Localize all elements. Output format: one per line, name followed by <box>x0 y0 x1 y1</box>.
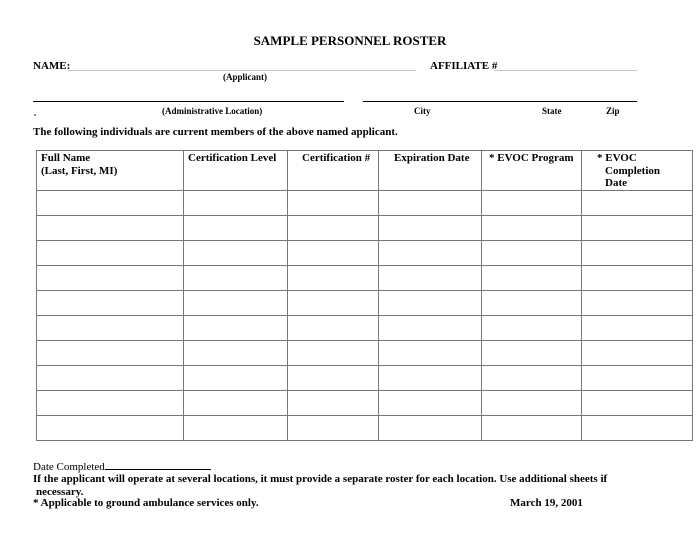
col-header-evoc-program: * EVOC Program <box>482 151 582 191</box>
cell-certification-number[interactable] <box>288 415 379 440</box>
table-row <box>37 215 693 240</box>
applicant-caption: (Applicant) <box>223 72 268 82</box>
cell-evoc-completion-date[interactable] <box>582 190 693 215</box>
cell-full-name[interactable] <box>37 340 184 365</box>
page-title: SAMPLE PERSONNEL ROSTER <box>253 33 447 48</box>
header-row <box>37 151 693 191</box>
cell-evoc-completion-date[interactable] <box>582 290 693 315</box>
intro-text: The following individuals are current members of the above named applicant. <box>33 126 398 138</box>
cell-evoc-completion-date[interactable] <box>582 340 693 365</box>
cell-expiration-date[interactable] <box>379 415 482 440</box>
cell-certification-number[interactable] <box>288 390 379 415</box>
cell-certification-level[interactable] <box>184 415 288 440</box>
cell-certification-number[interactable] <box>288 190 379 215</box>
stray-mark <box>34 114 36 116</box>
cell-evoc-completion-date[interactable] <box>582 240 693 265</box>
cell-certification-number[interactable] <box>288 315 379 340</box>
cell-certification-number[interactable] <box>288 340 379 365</box>
date-completed-label: Date Completed <box>33 461 105 473</box>
cell-full-name[interactable] <box>37 365 184 390</box>
cell-expiration-date[interactable] <box>379 265 482 290</box>
document-date: March 19, 2001 <box>510 497 583 509</box>
table-row <box>37 265 693 290</box>
zip-caption: Zip <box>606 106 620 116</box>
date-completed-field-line[interactable] <box>105 460 211 470</box>
cell-evoc-program[interactable] <box>482 365 582 390</box>
cell-certification-number[interactable] <box>288 215 379 240</box>
name-label: NAME: <box>33 60 71 72</box>
col-header-expiration-date: Expiration Date <box>379 151 482 191</box>
cell-evoc-program[interactable] <box>482 415 582 440</box>
applicable-note: * Applicable to ground ambulance services only. <box>33 497 259 509</box>
cell-evoc-program[interactable] <box>482 240 582 265</box>
cell-certification-level[interactable] <box>184 190 288 215</box>
table-row <box>37 365 693 390</box>
cell-certification-number[interactable] <box>288 290 379 315</box>
cell-certification-number[interactable] <box>288 365 379 390</box>
city-state-zip-field-line[interactable] <box>363 101 637 102</box>
table-row <box>37 190 693 215</box>
cell-expiration-date[interactable] <box>379 215 482 240</box>
cell-certification-level[interactable] <box>184 340 288 365</box>
cell-certification-level[interactable] <box>184 390 288 415</box>
multi-location-note: If the applicant will operate at several locations, it must provide a separate roster for each location. Use additional sheets if <box>33 473 608 485</box>
location-caption: (Administrative Location) <box>162 106 263 116</box>
cell-evoc-program[interactable] <box>482 390 582 415</box>
cell-evoc-completion-date[interactable] <box>582 415 693 440</box>
cell-evoc-program[interactable] <box>482 190 582 215</box>
cell-certification-level[interactable] <box>184 290 288 315</box>
cell-certification-level[interactable] <box>184 265 288 290</box>
cell-full-name[interactable] <box>37 415 184 440</box>
date-completed[interactable] <box>33 460 211 473</box>
cell-certification-level[interactable] <box>184 215 288 240</box>
cell-expiration-date[interactable] <box>379 315 482 340</box>
cell-certification-level[interactable] <box>184 315 288 340</box>
table-row <box>37 340 693 365</box>
cell-expiration-date[interactable] <box>379 290 482 315</box>
cell-evoc-program[interactable] <box>482 215 582 240</box>
cell-evoc-program[interactable] <box>482 315 582 340</box>
multi-location-note-cont: necessary. <box>36 486 84 498</box>
cell-evoc-completion-date[interactable] <box>582 390 693 415</box>
cell-certification-level[interactable] <box>184 365 288 390</box>
cell-full-name[interactable] <box>37 265 184 290</box>
table-row <box>37 240 693 265</box>
cell-evoc-completion-date[interactable] <box>582 365 693 390</box>
affiliate-field-line[interactable] <box>494 70 637 71</box>
name-field-line[interactable] <box>68 70 416 71</box>
cell-full-name[interactable] <box>37 240 184 265</box>
cell-expiration-date[interactable] <box>379 240 482 265</box>
state-caption: State <box>542 106 562 116</box>
table-row <box>37 390 693 415</box>
col-header-full-name: Full Name (Last, First, MI) <box>37 151 184 191</box>
cell-evoc-program[interactable] <box>482 340 582 365</box>
cell-evoc-completion-date[interactable] <box>582 265 693 290</box>
col-header-certification-number: Certification # <box>288 151 379 191</box>
table-row <box>37 315 693 340</box>
roster-table <box>36 150 693 441</box>
cell-full-name[interactable] <box>37 390 184 415</box>
col-header-evoc-completion-date: * EVOC Completion Date <box>582 151 693 191</box>
cell-expiration-date[interactable] <box>379 390 482 415</box>
location-field-line[interactable] <box>33 101 344 102</box>
cell-certification-number[interactable] <box>288 240 379 265</box>
cell-expiration-date[interactable] <box>379 365 482 390</box>
col-header-certification-level: Certification Level <box>184 151 288 191</box>
cell-evoc-completion-date[interactable] <box>582 315 693 340</box>
cell-full-name[interactable] <box>37 315 184 340</box>
cell-full-name[interactable] <box>37 190 184 215</box>
table-row <box>37 415 693 440</box>
affiliate-label: AFFILIATE # <box>430 60 498 72</box>
cell-certification-level[interactable] <box>184 240 288 265</box>
city-caption: City <box>414 106 431 116</box>
cell-evoc-program[interactable] <box>482 290 582 315</box>
cell-full-name[interactable] <box>37 215 184 240</box>
cell-expiration-date[interactable] <box>379 190 482 215</box>
cell-evoc-completion-date[interactable] <box>582 215 693 240</box>
cell-certification-number[interactable] <box>288 265 379 290</box>
cell-evoc-program[interactable] <box>482 265 582 290</box>
cell-expiration-date[interactable] <box>379 340 482 365</box>
cell-full-name[interactable] <box>37 290 184 315</box>
table-row <box>37 290 693 315</box>
